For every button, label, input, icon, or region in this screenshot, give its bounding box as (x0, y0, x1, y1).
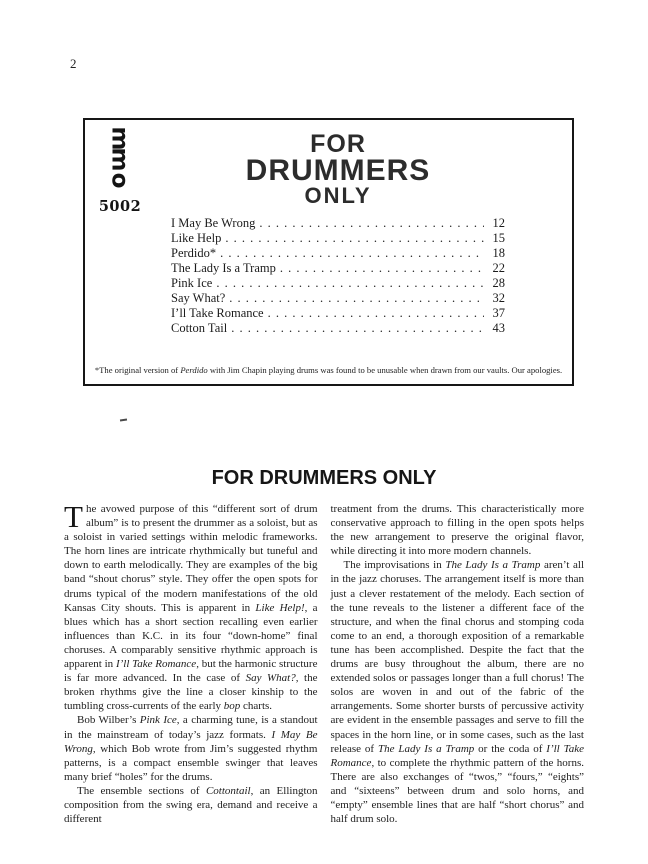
track-page-number: 12 (492, 216, 505, 230)
track-row (171, 276, 505, 291)
track-row (171, 246, 505, 261)
album-title (171, 132, 505, 207)
album-title-line-2: DRUMMERS (245, 154, 431, 187)
footnote-title-italic: Perdido (180, 365, 208, 375)
track-row (171, 321, 505, 336)
left-column (64, 499, 318, 826)
track-page-number: 15 (492, 231, 505, 245)
paragraph: Bob Wilber’s Pink Ice, a charming tune, is a standout in the mainstream of today’s jazz formats. I May Be Wrong, which Bob wrote from Jim’s suggested rhythm patterns, is a compact ensemble swinger that leaves many brief “holes” for the drums. (64, 714, 318, 783)
dot-leader (231, 321, 484, 336)
footnote-text: *The original version of (94, 365, 181, 375)
track-title: I May Be Wrong (171, 216, 256, 230)
contents-main (171, 120, 505, 336)
track-page-number: 18 (492, 246, 505, 260)
mmo-logo-letters (95, 128, 145, 191)
track-title: Pink Ice (171, 276, 213, 290)
album-title-line-3: ONLY (304, 183, 372, 208)
track-title: Perdido* (171, 246, 217, 260)
track-title: Cotton Tail (171, 321, 228, 335)
track-row (171, 306, 505, 321)
paragraph: The improvisations in The Lady Is a Tramp aren’t all in the jazz choruses. The arrangement itself is more than just a clever restatement of the melody. Each section of the tune reveals to the listener a different face of the structure, and when the final chorus and stomping coda come to an end, a thorough exposition of a remarkable tune has been accomplished. Despite the fact that the drums are busy throughout the album, there are no extended solos or passages longer than a full chorus! The solos are woven in and out of the fabric of the arrangements. Some shorter bursts of percussive activity are evident in the ensemble passages and serve to fill the spaces in the horn line, or in some cases, such as the last release of The Lady Is a Tramp or the coda of I’ll Take Romance, to complete the rhythmic pattern of the horns. There are also exchanges of “twos,” “fours,” “eights” and “sixteens” between drum and solo horns, and “empty” ensemble lines that are half “short chorus” and half drum solo. (330, 559, 585, 826)
logo-letter-o: o (107, 172, 133, 189)
logo-letter-m-2: m (107, 147, 133, 172)
track-page-number: 37 (492, 306, 505, 320)
album-contents-box (83, 118, 574, 386)
right-column (331, 502, 585, 826)
track-title: I’ll Take Romance (171, 306, 264, 320)
track-list (171, 216, 505, 336)
album-title-line-1: FOR (310, 130, 366, 158)
track-page-number: 28 (492, 276, 505, 290)
mmo-logo (95, 128, 145, 215)
dot-leader (268, 306, 484, 321)
dot-leader (220, 246, 484, 261)
track-title: Like Help (171, 231, 222, 245)
track-page-number: 43 (492, 321, 505, 335)
dot-leader (216, 276, 484, 291)
scan-artifact (120, 419, 127, 422)
track-row (171, 261, 505, 276)
footnote (85, 365, 572, 375)
paragraph: The ensemble sections of Cottontail, an Ellington composition from the swing era, demand and receive a different (64, 784, 318, 826)
dot-leader (229, 291, 484, 306)
footnote-text: with Jim Chapin playing drums was found to be unusable when drawn from our vaults. Our apologies. (207, 365, 563, 375)
track-title: The Lady Is a Tramp (171, 261, 276, 275)
dot-leader (225, 231, 484, 246)
drop-cap: T (64, 499, 83, 534)
page-number: 2 (70, 56, 77, 71)
paragraph: The avowed purpose of this “different sort of drum album” is to present the drummer as a soloist, but as a soloist in varied settings within melodic frameworks. The horn lines are intricate rhythmically but tuneful and down to earth melodically. They are examples of the big band “shout chorus” style. They offer the open spots for drums typical of the modern manifestations of the old Kansas City shouts. This is apparent in Like Help!, a blues which has a short section recalling even earlier influences than K.C. in its four “down-home” final choruses. A comparably sensitive rhythmic approach is apparent in I’ll Take Romance, but the harmonic structure is far more advanced. In the case of Say What?, the broken rhythms give the line a closer kinship to the tumbling cross-currents of the early bop charts. (64, 499, 318, 713)
track-title: Say What? (171, 291, 226, 305)
dot-leader (259, 216, 484, 231)
track-row (171, 291, 505, 306)
track-row (171, 231, 505, 246)
article-body (64, 499, 585, 826)
paragraph: treatment from the drums. This characteristically more conservative approach to filling in the open spots helps the new arrangement to preserve the original flavor, while directing it into more modern channels. (330, 503, 584, 558)
article-heading: FOR DRUMMERS ONLY (211, 467, 437, 489)
track-page-number: 22 (492, 261, 505, 275)
dot-leader (280, 261, 484, 276)
logo-letter-m-1: m (107, 126, 133, 151)
catalog-number: 5002 (98, 198, 142, 215)
track-page-number: 32 (492, 291, 505, 305)
track-row (171, 216, 505, 231)
